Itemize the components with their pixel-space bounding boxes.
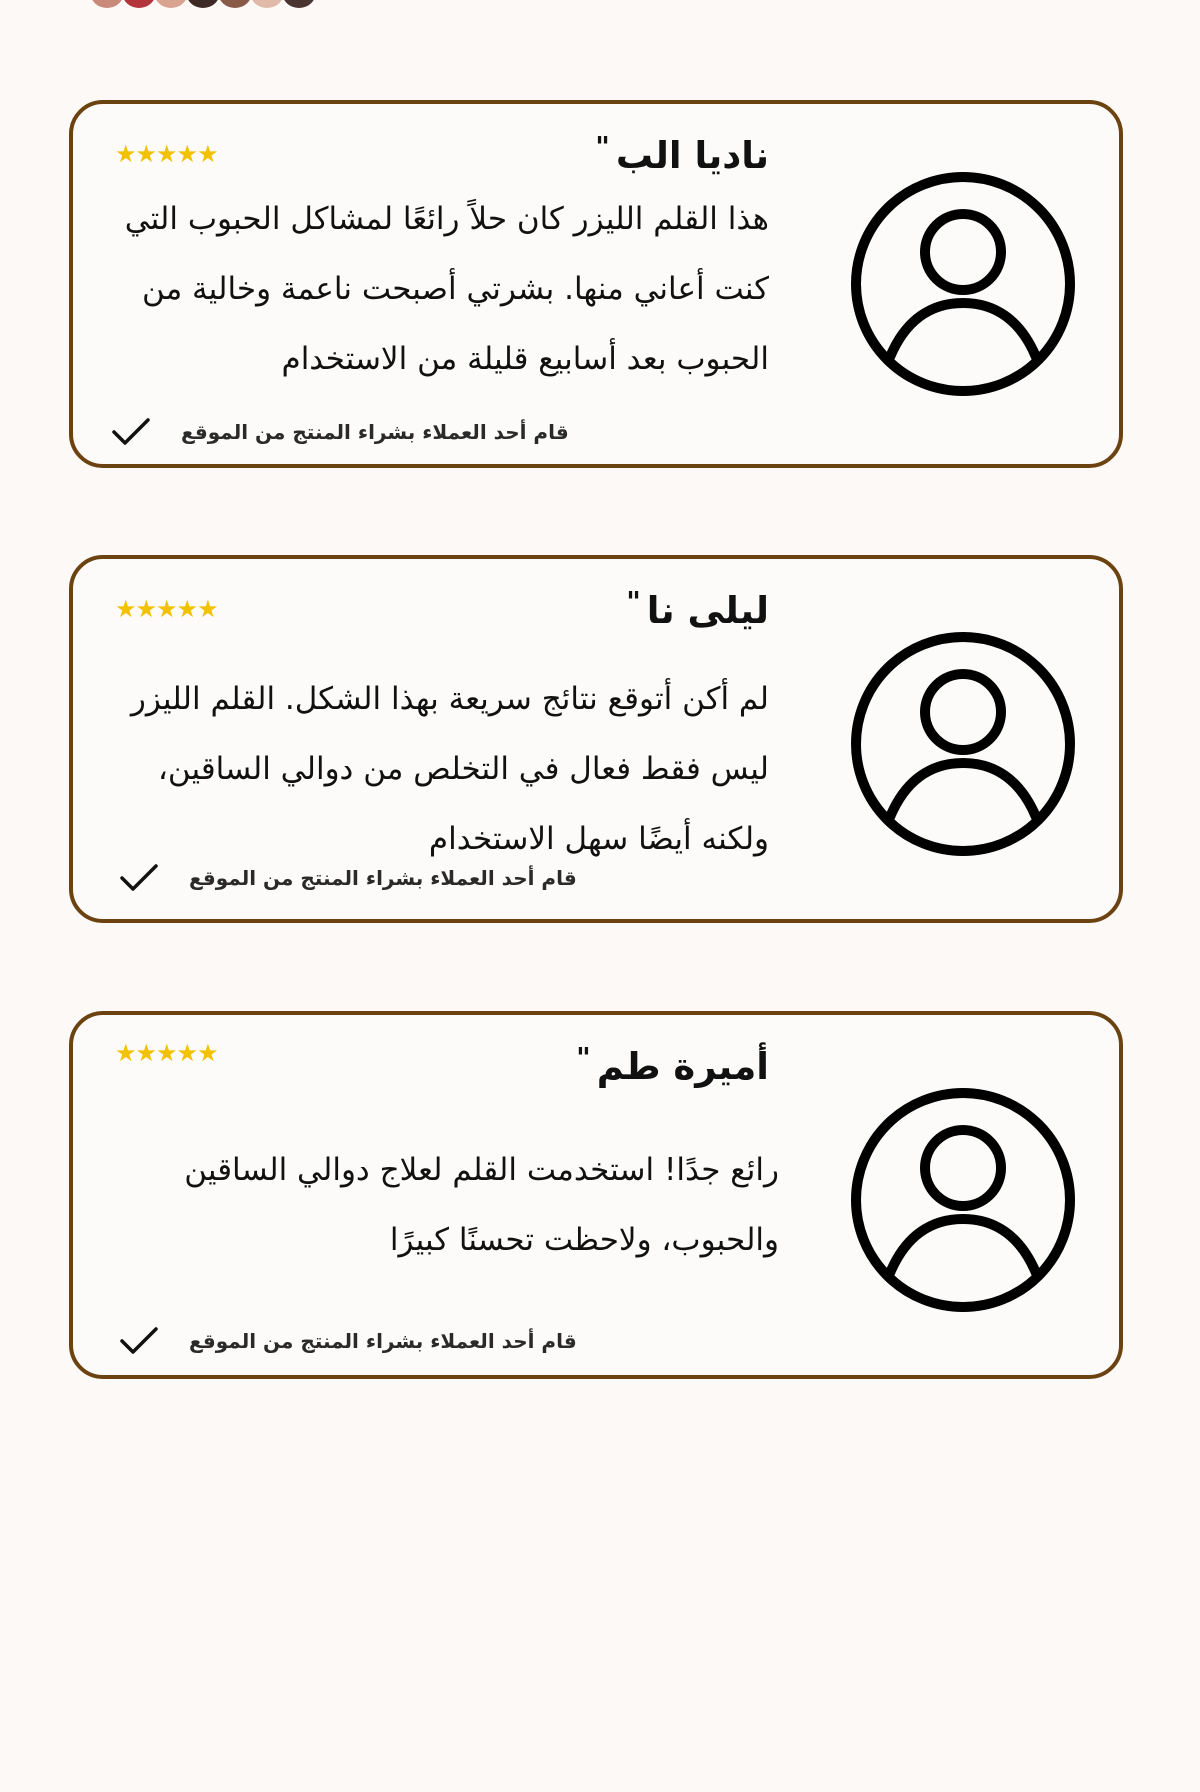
review-text: لم أكن أتوقع نتائج سريعة بهذا الشكل. القلم الليزر ليس فقط فعال في التخلص من دوالي الساقين، ولكنه أيضًا سهل الاستخدام	[130, 681, 769, 857]
verified-purchase	[119, 1325, 577, 1357]
review-text: هذا القلم الليزر كان حلاً رائعًا لمشاكل الحبوب التي كنت أعاني منها. بشرتي أصبحت ناعمة وخالية من الحبوب بعد أسابيع قليلة من الاستخدام	[124, 201, 769, 377]
customer-photo	[120, 0, 158, 10]
star-icon: ★	[156, 140, 177, 168]
reviewer-name-text: ليلى نا	[646, 589, 769, 632]
star-icon: ★	[135, 595, 157, 623]
name-quote-mark: "	[576, 1041, 591, 1074]
star-rating	[115, 1041, 218, 1065]
user-avatar-icon	[848, 1085, 1078, 1315]
star-icon: ★	[156, 1039, 177, 1067]
customer-photo	[184, 0, 222, 10]
star-icon: ★	[176, 595, 198, 623]
verified-purchase-label: قام أحد العملاء بشراء المنتج من الموقع	[181, 420, 569, 444]
star-icon: ★	[176, 140, 198, 168]
star-rating	[115, 142, 218, 166]
reviewer-name	[626, 585, 769, 632]
user-avatar-icon	[848, 629, 1078, 859]
star-icon: ★	[197, 140, 218, 168]
name-quote-mark: "	[595, 130, 610, 163]
check-icon	[111, 416, 151, 448]
reviewer-name	[595, 130, 769, 177]
reviewer-name	[576, 1041, 769, 1088]
review-card	[69, 100, 1123, 468]
star-icon: ★	[115, 595, 136, 623]
star-icon: ★	[115, 1039, 136, 1067]
customer-photo	[248, 0, 286, 10]
star-icon: ★	[135, 140, 157, 168]
review-card	[69, 555, 1123, 923]
user-avatar-icon	[848, 169, 1078, 399]
name-quote-mark: "	[626, 585, 641, 618]
review-text: رائع جدًا! استخدمت القلم لعلاج دوالي الساقين والحبوب، ولاحظت تحسنًا كبيرًا	[184, 1152, 779, 1258]
check-icon	[119, 1325, 159, 1357]
check-icon	[119, 862, 159, 894]
customer-photos-strip	[88, 0, 370, 10]
star-icon: ★	[115, 140, 136, 168]
star-icon: ★	[176, 1039, 198, 1067]
star-icon: ★	[135, 1039, 157, 1067]
verified-purchase-label: قام أحد العملاء بشراء المنتج من الموقع	[189, 866, 577, 890]
customer-photo	[280, 0, 318, 10]
verified-purchase	[119, 862, 577, 894]
star-icon: ★	[197, 595, 218, 623]
reviewer-name-text: ناديا الب	[615, 134, 769, 177]
reviewer-name-text: أميرة طم	[596, 1045, 769, 1088]
star-rating	[115, 597, 218, 621]
verified-purchase-label: قام أحد العملاء بشراء المنتج من الموقع	[189, 1329, 577, 1353]
customer-photo	[216, 0, 254, 10]
verified-purchase	[111, 416, 569, 448]
customer-photo	[152, 0, 190, 10]
review-card	[69, 1011, 1123, 1379]
star-icon: ★	[156, 595, 177, 623]
customer-photo	[88, 0, 126, 10]
star-icon: ★	[197, 1039, 218, 1067]
